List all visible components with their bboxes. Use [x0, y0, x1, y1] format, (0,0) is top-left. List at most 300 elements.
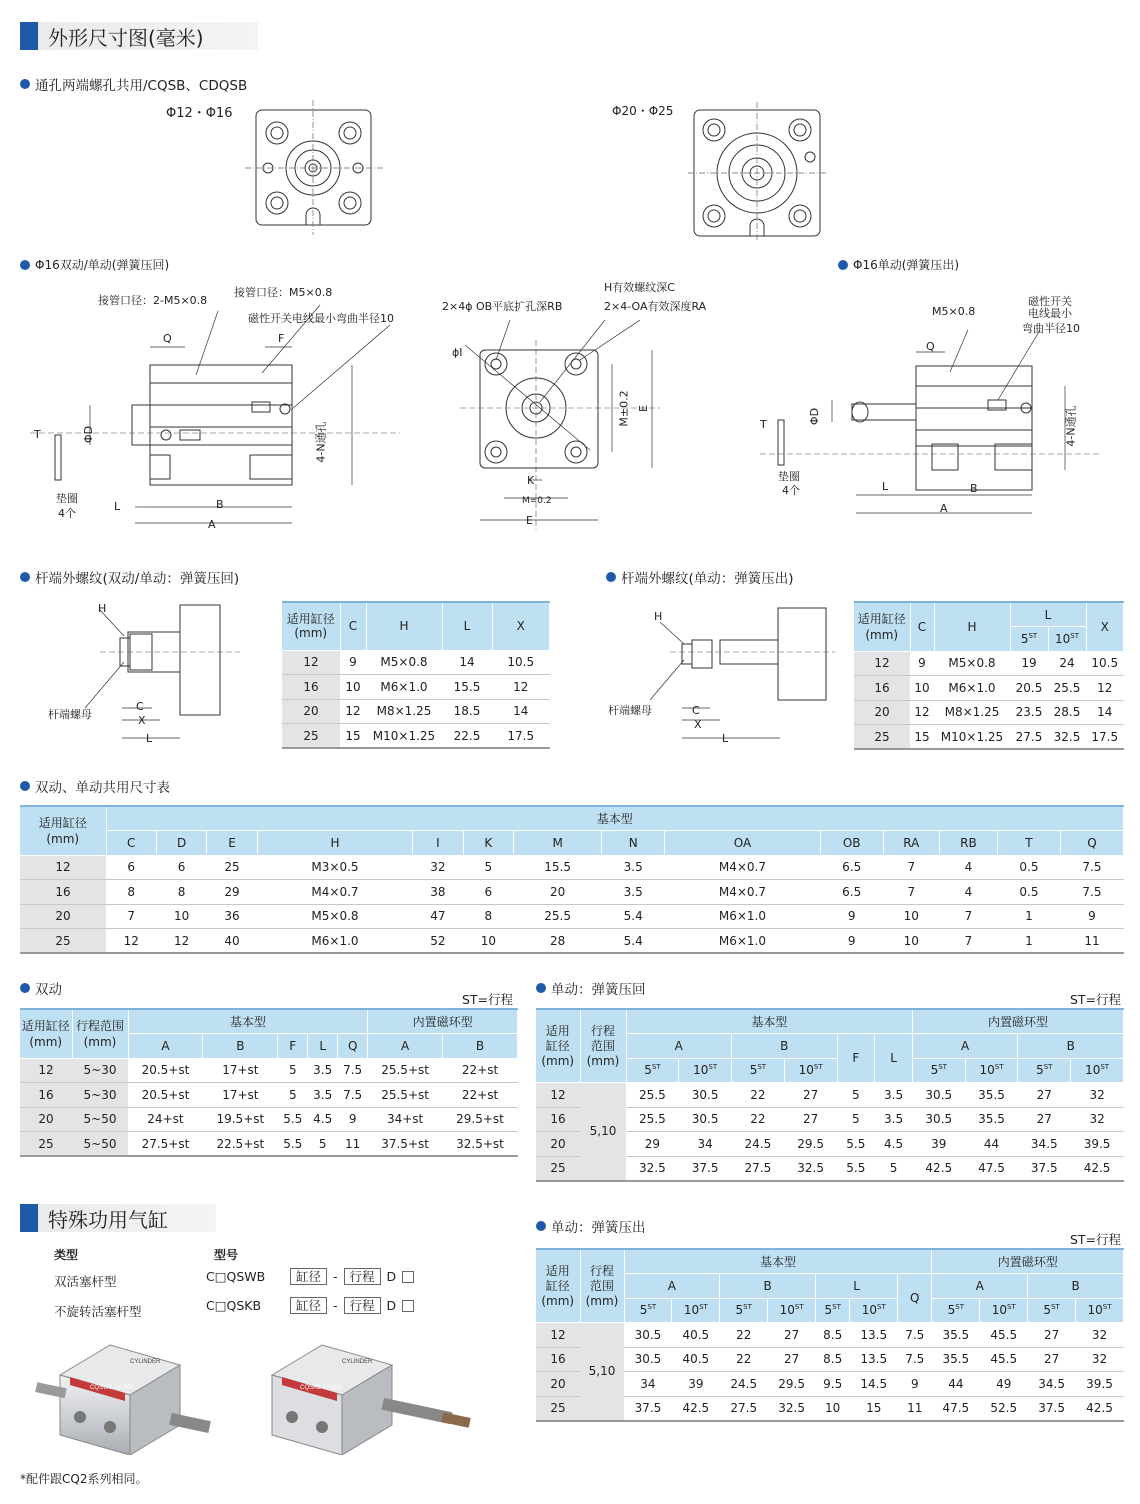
col-header: X: [492, 602, 550, 650]
rod1-X: X: [138, 714, 146, 727]
table-cell: 25: [536, 1156, 580, 1181]
col-header: H: [257, 831, 413, 856]
table-cell: 20: [514, 880, 602, 905]
bullet-rod-end-single: [606, 567, 794, 587]
table-cell: 5~50: [72, 1132, 128, 1157]
col-header: L: [442, 602, 492, 650]
col-header: F: [278, 1034, 308, 1059]
col-header: K: [463, 831, 513, 856]
bullet-thru-hole: [20, 74, 247, 94]
table-cell: 10: [816, 1396, 850, 1421]
table-cell: 17+st: [203, 1083, 278, 1108]
table-cell: 18.5: [442, 699, 492, 724]
bullet-dot: [606, 572, 616, 582]
stroke-subheader: 5ST: [932, 1298, 980, 1323]
rod-end-drawing-2: [610, 600, 840, 750]
table-cell: 22.5: [442, 724, 492, 749]
stroke-subheader: 10ST: [1076, 1298, 1124, 1323]
table-cell: 3.5: [602, 855, 665, 880]
table-cell: 5.4: [602, 929, 665, 954]
dim-N2: 4-N通孔: [1064, 405, 1078, 447]
label-phi12-16: Φ12・Φ16: [166, 106, 233, 121]
col-header: RA: [883, 831, 939, 856]
stroke-box: 行程: [344, 1268, 381, 1285]
col-header: Q: [1060, 831, 1123, 856]
table-cell: 7.5: [898, 1347, 932, 1372]
col-header: 适用缸径 (mm): [282, 602, 340, 650]
table-cell: 20: [20, 1107, 72, 1132]
stroke-subheader: 10ST: [784, 1058, 837, 1083]
table-cell: 7: [939, 929, 997, 954]
table-cell: 34: [679, 1132, 732, 1157]
table-cell: 35.5: [965, 1083, 1018, 1108]
table-cell: 17.5: [492, 724, 550, 749]
col-header: B: [203, 1034, 278, 1059]
col-header: B: [732, 1034, 838, 1059]
table-cell: 24: [1048, 651, 1086, 676]
col-header: A: [624, 1274, 720, 1299]
group-header: 内置磁环型: [932, 1249, 1124, 1274]
table-cell: 7: [883, 855, 939, 880]
col-header: Q: [898, 1274, 932, 1323]
col-header: 适用缸径 (mm): [20, 1009, 72, 1058]
model-code-2: [206, 1297, 414, 1314]
table-cell: 20.5: [1010, 676, 1048, 701]
separator: -: [333, 1298, 338, 1313]
dim-oa-ra: 2×4-OA有效深度RA: [604, 300, 707, 313]
table-cell: 28: [514, 929, 602, 954]
dim-ring-n: 4个: [58, 507, 76, 520]
bullet-text: 双动: [35, 982, 62, 998]
bullet-dot: [20, 781, 30, 791]
col-header: A: [128, 1034, 203, 1059]
table-cell: 6: [156, 855, 206, 880]
bullet-dot: [20, 260, 30, 270]
table-cell: 20: [20, 904, 106, 929]
bullet-text: 双动、单动共用尺寸表: [35, 780, 170, 796]
rod2-C: C: [692, 704, 700, 717]
table-cell: M8×1.25: [934, 700, 1010, 725]
table-cell: 38: [413, 880, 463, 905]
group-header: 内置磁环型: [912, 1009, 1123, 1034]
rod-end-table-1: [282, 601, 550, 749]
table-cell: 22.5+st: [203, 1132, 278, 1157]
col-header: 行程 范围 (mm): [580, 1009, 626, 1083]
stroke-subheader: 5ST: [1028, 1298, 1076, 1323]
bullet-text: 通孔两端螺孔共用/CQSB、CDQSB: [35, 78, 248, 94]
table-cell: 16: [282, 675, 340, 700]
photo-brand-label-1: CYLINDER: [130, 1359, 161, 1365]
table-cell: 27: [768, 1347, 816, 1372]
table-cell: 1: [997, 929, 1060, 954]
stroke-subheader: 5ST: [624, 1298, 672, 1323]
bullet-single-return: [536, 978, 646, 998]
table-cell: 10: [883, 929, 939, 954]
table-cell: 5: [278, 1058, 308, 1083]
table-cell: 12: [156, 929, 206, 954]
table-cell: 12: [536, 1083, 580, 1108]
table-cell: 25: [282, 724, 340, 749]
table-cell: 10: [463, 929, 513, 954]
photo-model-label-2: CQSKB 12-20D: [300, 1385, 343, 1391]
table-cell: 5.4: [602, 904, 665, 929]
table-cell: 14.5: [850, 1372, 898, 1397]
rod2-L: L: [722, 732, 729, 745]
table-cell: 36: [207, 904, 257, 929]
table-cell: 22+st: [443, 1058, 518, 1083]
col-header: B: [720, 1274, 816, 1299]
bore-box: 缸径: [290, 1268, 327, 1285]
title-bar: [20, 22, 38, 50]
front-view-drawing-small: [240, 100, 390, 235]
option-box: [402, 1271, 414, 1283]
table-cell: 34.5: [1028, 1372, 1076, 1397]
stroke-box: 行程: [344, 1297, 381, 1314]
table-cell: M4×0.7: [257, 880, 413, 905]
table-cell: 14: [1086, 700, 1124, 725]
table-cell: 25.5+st: [368, 1083, 443, 1108]
table-cell: M4×0.7: [665, 880, 821, 905]
table-cell: 10: [340, 675, 366, 700]
stroke-subheader: 5ST: [720, 1298, 768, 1323]
table-cell: 6: [106, 855, 156, 880]
table-cell: 25.5: [626, 1107, 679, 1132]
table-cell: 16: [536, 1347, 580, 1372]
table-cell: 15: [850, 1396, 898, 1421]
rear-view-drawing: [440, 320, 670, 535]
dim-D2: ΦD: [808, 407, 822, 426]
table-cell: 29.5+st: [443, 1107, 518, 1132]
stroke-subheader: 10ST: [850, 1298, 898, 1323]
bullet-rod-end-double: [20, 567, 239, 587]
table-cell: 12: [1086, 676, 1124, 701]
table-cell: 32: [1071, 1107, 1124, 1132]
col-header: OB: [820, 831, 883, 856]
table-cell: 0.5: [997, 855, 1060, 880]
table-cell: 19.5+st: [203, 1107, 278, 1132]
table-cell: 29: [207, 880, 257, 905]
double-action-table: [20, 1008, 518, 1157]
table-cell: 7.5: [338, 1058, 368, 1083]
table-cell: 32: [1076, 1323, 1124, 1348]
dim-E-bottom: E: [526, 514, 533, 527]
table-cell: 30.5: [624, 1347, 672, 1372]
table-cell: 29.5: [784, 1132, 837, 1157]
table-cell: 34.5: [1018, 1132, 1071, 1157]
stroke-subheader: 10ST: [980, 1298, 1028, 1323]
model-prefix: C□QSKB: [206, 1298, 262, 1313]
dim-T2: T: [760, 418, 767, 431]
table-cell: M8×1.25: [366, 699, 442, 724]
table-cell: M6×1.0: [665, 929, 821, 954]
product-photo-double-rod: [30, 1335, 230, 1455]
col-header: F: [837, 1034, 875, 1083]
table-cell: 16: [20, 880, 106, 905]
dim-K: K: [527, 474, 535, 487]
table-cell: 42.5: [672, 1396, 720, 1421]
table-cell: 3.5: [602, 880, 665, 905]
table-cell: 5.5: [837, 1132, 875, 1157]
table-cell: 45.5: [980, 1347, 1028, 1372]
dim-B2: B: [970, 482, 978, 495]
bullet-phi16-double: [20, 256, 169, 273]
table-cell: 10: [883, 904, 939, 929]
special-type-1: 双活塞杆型: [54, 1274, 117, 1289]
dim-mag3: 弯曲半径10: [1022, 322, 1080, 335]
group-header: 内置磁环型: [368, 1009, 518, 1034]
bullet-phi16-single: [838, 256, 959, 273]
col-header: 行程 范围 (mm): [580, 1249, 624, 1323]
table-cell: 30.5: [912, 1107, 965, 1132]
table-cell: 8: [106, 880, 156, 905]
rod1-C: C: [136, 700, 144, 713]
table-cell: M4×0.7: [665, 855, 821, 880]
bullet-dot: [20, 983, 30, 993]
table-cell: 27: [1028, 1323, 1076, 1348]
dim-M-bottom: M=0.2: [522, 496, 552, 506]
bore-box: 缸径: [290, 1297, 327, 1314]
table-cell: 9: [340, 650, 366, 675]
table-cell: 10.5: [492, 650, 550, 675]
table-cell: 27: [1018, 1083, 1071, 1108]
rod2-X: X: [694, 718, 702, 731]
stroke-subheader: 5ST: [732, 1058, 785, 1083]
stroke-subheader: 5ST: [816, 1298, 850, 1323]
table-cell: 24.5: [720, 1372, 768, 1397]
table-cell: 47.5: [965, 1156, 1018, 1181]
st-note-1: ST=行程: [462, 992, 514, 1007]
table-cell: 32.5: [768, 1396, 816, 1421]
col-header: 适用 缸径 (mm): [536, 1249, 580, 1323]
table-cell: 19: [1010, 651, 1048, 676]
table-cell: 12: [106, 929, 156, 954]
table-cell: 32.5: [1048, 725, 1086, 750]
table-cell: 9: [1060, 904, 1123, 929]
table-cell: 22: [720, 1323, 768, 1348]
col-header: Q: [338, 1034, 368, 1059]
table-cell: 35.5: [932, 1323, 980, 1348]
table-cell: 39: [912, 1132, 965, 1157]
table-cell: 16: [854, 676, 910, 701]
table-cell: 13.5: [850, 1323, 898, 1348]
dim-h-c: H有效螺纹深C: [604, 281, 675, 294]
dim-ring2: 垫圈: [778, 470, 800, 483]
table-cell: 27: [768, 1323, 816, 1348]
col-header: A: [368, 1034, 443, 1059]
table-cell: 3.5: [308, 1058, 338, 1083]
dim-Q2: Q: [926, 340, 935, 353]
col-header: H: [934, 602, 1010, 651]
table-cell: 17.5: [1086, 725, 1124, 750]
table-cell: 7.5: [1060, 880, 1123, 905]
stroke-subheader: 5ST: [626, 1058, 679, 1083]
bullet-text: Φ16单动(弹簧压出): [853, 258, 960, 272]
dim-F: F: [278, 332, 285, 345]
table-cell: 25.5: [626, 1083, 679, 1108]
table-cell: 29: [626, 1132, 679, 1157]
table-cell: 34: [624, 1372, 672, 1397]
special-head-model: 型号: [214, 1248, 239, 1262]
table-cell: 32.5: [626, 1156, 679, 1181]
table-cell: 16: [536, 1107, 580, 1132]
front-view-drawing-large: [688, 102, 828, 240]
col-header: T: [997, 831, 1060, 856]
table-cell: 37.5: [679, 1156, 732, 1181]
dim-ob-rb: 2×4ϕ OB平底扩孔深RB: [442, 300, 563, 313]
table-cell: 12: [492, 675, 550, 700]
bullet-double: [20, 978, 62, 998]
dim-L2: L: [882, 480, 889, 493]
bullet-dot: [536, 1221, 546, 1231]
table-cell: 44: [965, 1132, 1018, 1157]
table-cell: 39.5: [1071, 1132, 1124, 1157]
table-cell: M5×0.8: [366, 650, 442, 675]
dim-ring: 垫圈: [56, 492, 78, 505]
table-cell: 13.5: [850, 1347, 898, 1372]
table-cell: 25: [20, 1132, 72, 1157]
table-cell: 7: [939, 904, 997, 929]
col-header: 5ST: [1010, 627, 1048, 652]
col-header: 适用缸径 (mm): [854, 602, 910, 651]
table-cell: 27: [1028, 1347, 1076, 1372]
table-cell: 37.5: [1018, 1156, 1071, 1181]
table-cell: 20.5+st: [128, 1058, 203, 1083]
table-cell: 30.5: [679, 1083, 732, 1108]
table-cell: M10×1.25: [934, 725, 1010, 750]
st-note-3: ST=行程: [1070, 1232, 1122, 1247]
col-header: E: [207, 831, 257, 856]
table-cell: 5~50: [72, 1107, 128, 1132]
table-cell: 27: [784, 1107, 837, 1132]
table-cell: 20.5+st: [128, 1083, 203, 1108]
table-cell: 9: [820, 904, 883, 929]
col-header: X: [1086, 602, 1124, 651]
table-cell: 5: [837, 1107, 875, 1132]
table-cell: 25: [536, 1396, 580, 1421]
table-cell: 40.5: [672, 1347, 720, 1372]
rod-end-table-2: [854, 601, 1124, 750]
dim-mag2: 电线最小: [1028, 307, 1072, 320]
single-return-table: [536, 1008, 1124, 1182]
group-header: 基本型: [624, 1249, 932, 1274]
bullet-dot: [20, 79, 30, 89]
table-cell: 5~30: [72, 1058, 128, 1083]
table-cell: 6.5: [820, 855, 883, 880]
dim-magnetic-wire: 磁性开关电线最小弯曲半径10: [248, 312, 394, 325]
bullet-text: 杆端外螺纹(双动/单动：弹簧压回): [35, 571, 240, 587]
rod1-H: H: [98, 602, 107, 615]
dim-M: M±0.2: [617, 390, 631, 427]
table-cell: 6.5: [820, 880, 883, 905]
photo-brand-label-2: CYLINDER: [342, 1359, 373, 1365]
table-cell: 9: [820, 929, 883, 954]
group-header: 基本型: [626, 1009, 912, 1034]
dim-A2: A: [940, 502, 948, 515]
table-cell: 15.5: [442, 675, 492, 700]
table-cell: 15: [910, 725, 934, 750]
col-header: B: [443, 1034, 518, 1059]
table-cell: 22: [720, 1347, 768, 1372]
section-title-text: 外形尺寸图(毫米): [48, 25, 204, 50]
stroke-subheader: 10ST: [679, 1058, 732, 1083]
table-cell: M6×1.0: [257, 929, 413, 954]
table-cell: 25: [854, 725, 910, 750]
table-cell: 8: [156, 880, 206, 905]
table-cell: 12: [20, 1058, 72, 1083]
col-header: C: [910, 602, 934, 651]
table-cell: 27: [1018, 1107, 1071, 1132]
table-cell: 47: [413, 904, 463, 929]
table-cell: M5×0.8: [934, 651, 1010, 676]
dim-E-side: E: [636, 405, 650, 412]
group-header: 基本型: [106, 806, 1124, 831]
table-cell: 15.5: [514, 855, 602, 880]
table-cell: 27.5+st: [128, 1132, 203, 1157]
table-cell: 5.5: [278, 1132, 308, 1157]
table-cell: 4: [939, 880, 997, 905]
bullet-common-table: [20, 776, 170, 796]
table-cell: 3.5: [308, 1083, 338, 1108]
model-code-1: [206, 1268, 414, 1285]
model-prefix: C□QSWB: [206, 1269, 266, 1284]
table-cell: 23.5: [1010, 700, 1048, 725]
table-cell: 32.5+st: [443, 1132, 518, 1157]
st-note-2: ST=行程: [1070, 992, 1122, 1007]
table-cell: 12: [20, 855, 106, 880]
table-cell: 27.5: [720, 1396, 768, 1421]
suffix-d: D: [386, 1298, 397, 1313]
bullet-text: 杆端外螺纹(单动：弹簧压出): [621, 571, 794, 587]
table-cell: 4: [939, 855, 997, 880]
table-cell: 5.5: [278, 1107, 308, 1132]
table-cell: 7.5: [338, 1083, 368, 1108]
bullet-text: Φ16双动/单动(弹簧压回): [35, 258, 170, 272]
col-header: RB: [939, 831, 997, 856]
table-cell: 22+st: [443, 1083, 518, 1108]
table-cell: 7.5: [1060, 855, 1123, 880]
col-header: H: [366, 602, 442, 650]
table-cell: 42.5: [1076, 1396, 1124, 1421]
table-cell: M6×1.0: [934, 676, 1010, 701]
dim-D: ΦD: [82, 425, 96, 444]
table-cell: 20: [536, 1372, 580, 1397]
table-cell: 44: [932, 1372, 980, 1397]
table-cell: 5.5: [837, 1156, 875, 1181]
table-cell: 22: [732, 1083, 785, 1108]
table-cell: 32: [413, 855, 463, 880]
table-cell: 45.5: [980, 1323, 1028, 1348]
dim-pipe-2m5: 接管口径：2-M5×0.8: [98, 294, 208, 307]
table-cell: 5: [875, 1156, 913, 1181]
table-cell: 5: [837, 1083, 875, 1108]
stroke-subheader: 5ST: [912, 1058, 965, 1083]
table-cell: 14: [442, 650, 492, 675]
table-cell: 35.5: [932, 1347, 980, 1372]
table-cell: 25.5+st: [368, 1058, 443, 1083]
stroke-range-cell: 5,10: [580, 1083, 626, 1181]
col-header: A: [626, 1034, 732, 1059]
table-cell: 9.5: [816, 1372, 850, 1397]
rod1-L: L: [146, 732, 153, 745]
bullet-text: 单动：弹簧压出: [551, 1220, 646, 1236]
table-cell: M6×1.0: [366, 675, 442, 700]
dim-pipe-m5: 接管口径：M5×0.8: [234, 286, 333, 299]
option-box: [402, 1300, 414, 1312]
table-cell: 47.5: [932, 1396, 980, 1421]
col-header: 10ST: [1048, 627, 1086, 652]
col-header: C: [340, 602, 366, 650]
col-header: OA: [665, 831, 821, 856]
